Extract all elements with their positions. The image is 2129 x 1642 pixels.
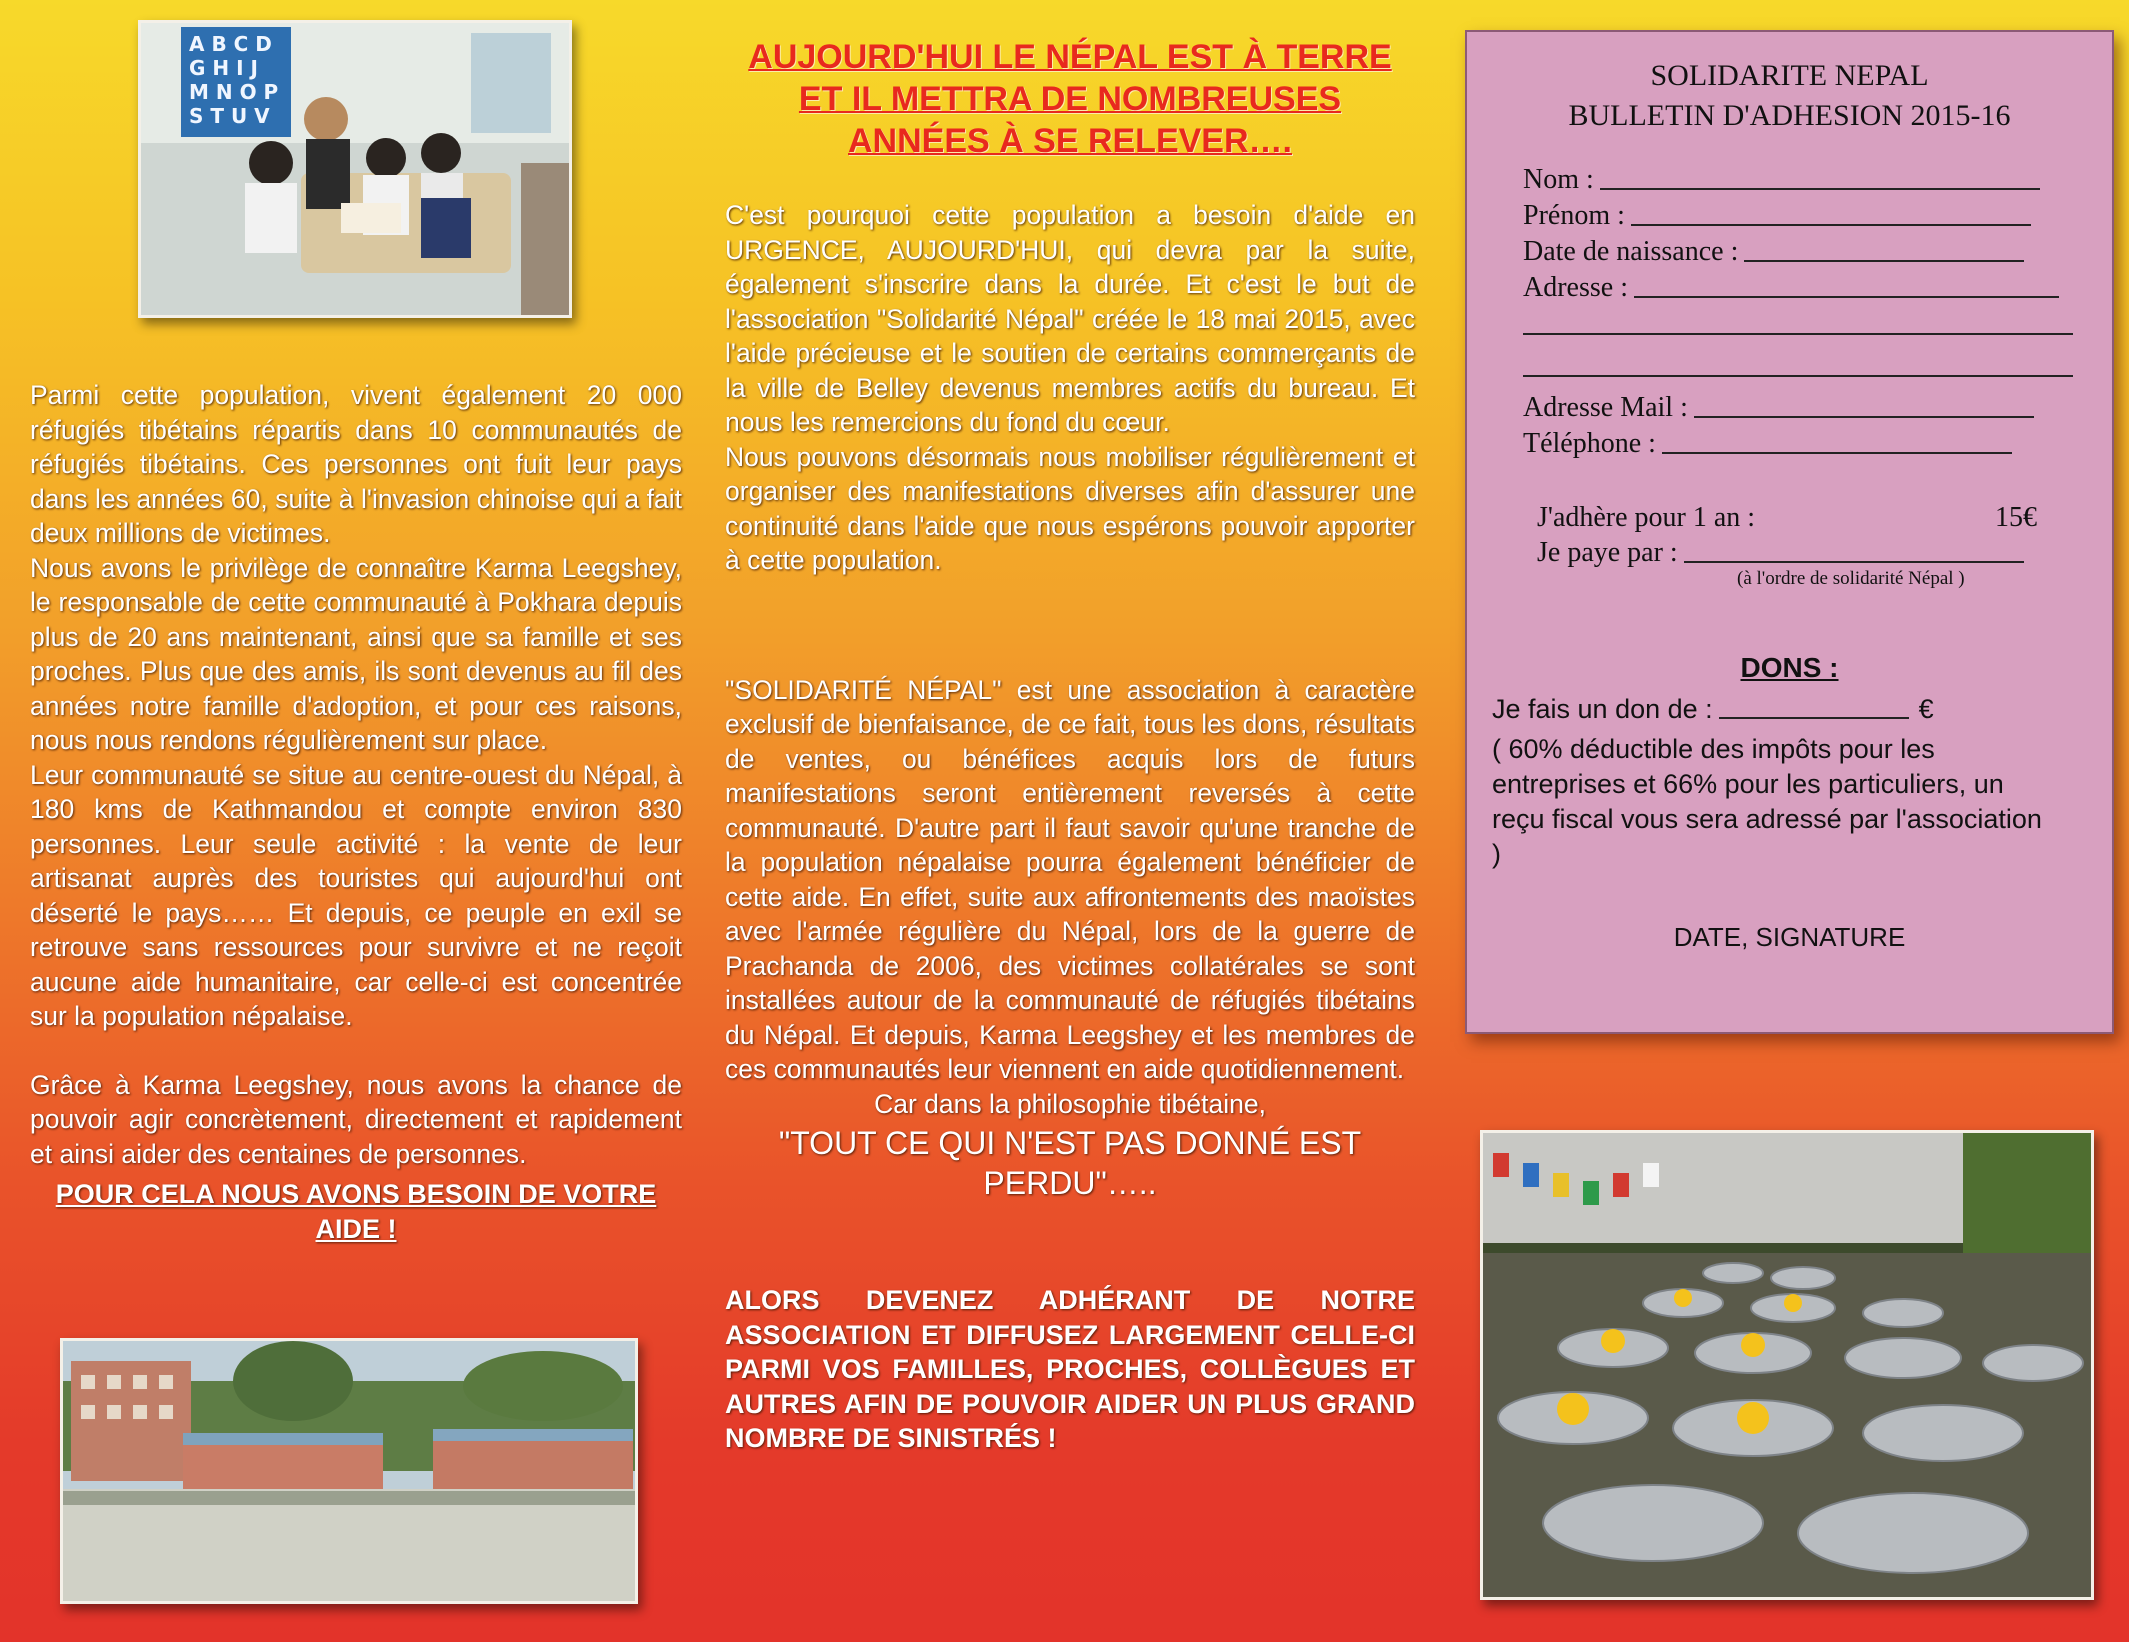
telephone-field[interactable] [1523, 428, 2012, 460]
adhere-label: J'adhère pour 1 an : [1537, 502, 1756, 533]
paye-label: Je paye par : [1537, 537, 1678, 568]
adresse-line-2[interactable] [1523, 332, 2073, 341]
col2-closing: ALORS DEVENEZ ADHÉRANT DE NOTRE ASSOCIATION ET DIFFUSEZ LARGEMENT CELLE-CI PARMI VOS FAMILLES, PROCHES, COLLÈGUES ET AUTRES AFIN DE POUVOIR AIDER UN PLUS GRAND NOMBRE DE SINISTRÉS ! [725, 1285, 1415, 1453]
col2-para3: "SOLIDARITÉ NÉPAL" est une association à caractère exclusif de bienfaisance, de ce fait, tous les dons, résultats de ventes, ou bénéfices acquis lors de futurs manifestations seront entièrement reversés à cette communauté. D'autre part il faut savoir qu'une tranche de la population népalaise pourra également bénéficier de cette aide. En effet, suite aux affrontements des maoïstes avec l'armée régulière du Népal, lors de la guerre de Prachanda de 2006, des victimes collatérales se sont installées autour de la communauté de réfugiés tibétains du Népal. Et depuis, Karma Leegshey et les membres de ces communautés leur viennent en aide quotidiennement. [725, 674, 1415, 1084]
adhere-row [1537, 502, 2037, 534]
telephone-label: Téléphone : [1523, 428, 1656, 459]
nom-label: Nom : [1523, 164, 1594, 195]
prenom-field[interactable] [1523, 200, 2031, 232]
signature-label: DATE, SIGNATURE [1673, 922, 1906, 952]
nom-field[interactable] [1523, 164, 2040, 196]
don-euro: € [1918, 694, 1934, 724]
dons-title: DONS : [1740, 652, 1839, 683]
col1-callout: POUR CELA NOUS AVONS BESOIN DE VOTRE AIDE ! [55, 1179, 657, 1244]
col2-para1: C'est pourquoi cette population a besoin d'aide en URGENCE, AUJOURD'HUI, qui devra par la suite, également s'inscrire dans la durée. Et c'est le but de l'association "Solidarité Népal" créée le 18 mai 2015, avec l'aide précieuse et le soutien de certains commerçants de la ville de Belley devenus membres actifs du bureau. Et nous les remercions du fond du cœur. [725, 200, 1415, 437]
column-middle [725, 36, 1415, 1456]
form-title-1: SOLIDARITE NEPAL [1650, 59, 1929, 92]
adresse-field[interactable] [1523, 272, 2059, 304]
col1-para2: Nous avons le privilège de connaître Karma Leegshey, le responsable de cette communauté à Pokhara depuis plus de 20 ans maintenant, ainsi que sa famille et ses proches. Plus que des amis, ils sont devenus au fil des années notre famille d'adoption, et pour ces raisons, nous nous rendons régulièrement sur place. [30, 552, 682, 755]
column-left-text [30, 378, 682, 1246]
col2-para4: Car dans la philosophie tibétaine, [874, 1088, 1266, 1119]
classroom-photo [138, 20, 572, 318]
don-field[interactable] [1492, 694, 1934, 725]
adresse-line-3[interactable] [1523, 374, 2073, 383]
don-deduct-note: ( 60% déductible des impôts pour les entreprises et 66% pour les particuliers, un reçu fiscal vous sera adressé par l'association ) [1492, 734, 2042, 869]
col2-para2: Nous pouvons désormais nous mobiliser régulièrement et organiser des manifestations diverses afin d'assurer une continuité dans l'aide que nous espérons pouvoir apporter à cette population. [725, 441, 1415, 575]
prenom-label: Prénom : [1523, 200, 1625, 231]
paye-field[interactable] [1537, 537, 2024, 569]
svg-text:A B C D: A B C D [189, 32, 272, 56]
paye-ordre-note: (à l'ordre de solidarité Népal ) [1737, 568, 1965, 589]
col2-heading: AUJOURD'HUI LE NÉPAL EST À TERRE ET IL METTRA DE NOMBREUSES ANNÉES À SE RELEVER…. [748, 38, 1392, 160]
col2-quote: "TOUT CE QUI N'EST PAS DONNÉ EST PERDU"….. [778, 1125, 1362, 1201]
form-title-2: BULLETIN D'ADHESION 2015-16 [1568, 99, 2011, 132]
adhere-price: 15€ [1995, 502, 2037, 533]
col1-para4: Grâce à Karma Leegshey, nous avons la chance de pouvoir agir concrètement, directement et rapidement et ainsi aider des centaines de personnes. [30, 1069, 682, 1169]
naissance-label: Date de naissance : [1523, 236, 1739, 267]
offering-bowls-photo-image [1483, 1133, 2091, 1597]
village-photo [60, 1338, 638, 1604]
svg-text:G H I J: G H I J [189, 56, 258, 80]
svg-text:S T U V: S T U V [189, 104, 270, 128]
classroom-photo-image [141, 23, 569, 315]
mail-label: Adresse Mail : [1523, 392, 1688, 423]
adresse-label: Adresse : [1523, 272, 1628, 303]
svg-text:M N O P: M N O P [189, 80, 279, 104]
col1-para3: Leur communauté se situe au centre-ouest du Népal, à 180 kms de Kathmandou et compte environ 830 personnes. Leur seule activité : la vente de leur artisanat auprès des touristes qui aujourd'hui ont déserté le pays…… Et depuis, ce peuple en exil se retrouve sans ressources pour survivre et ne reçoit aucune aide humanitaire, car celle-ci est concentrée sur la population népalaise. [30, 759, 682, 1031]
village-photo-image [63, 1341, 635, 1601]
col2-body-top [725, 198, 1415, 578]
offering-bowls-photo [1480, 1130, 2094, 1600]
col2-body-bottom [725, 673, 1415, 1122]
mail-field[interactable] [1523, 392, 2034, 424]
naissance-field[interactable] [1523, 236, 2024, 268]
don-label: Je fais un don de : [1492, 694, 1713, 724]
membership-form [1465, 30, 2114, 1034]
col1-para1: Parmi cette population, vivent également 20 000 réfugiés tibétains répartis dans 10 communautés de réfugiés tibétains. Ces personnes ont fuit leur pays dans les années 60, suite à l'invasion chinoise qui a fait deux millions de victimes. [30, 380, 682, 548]
